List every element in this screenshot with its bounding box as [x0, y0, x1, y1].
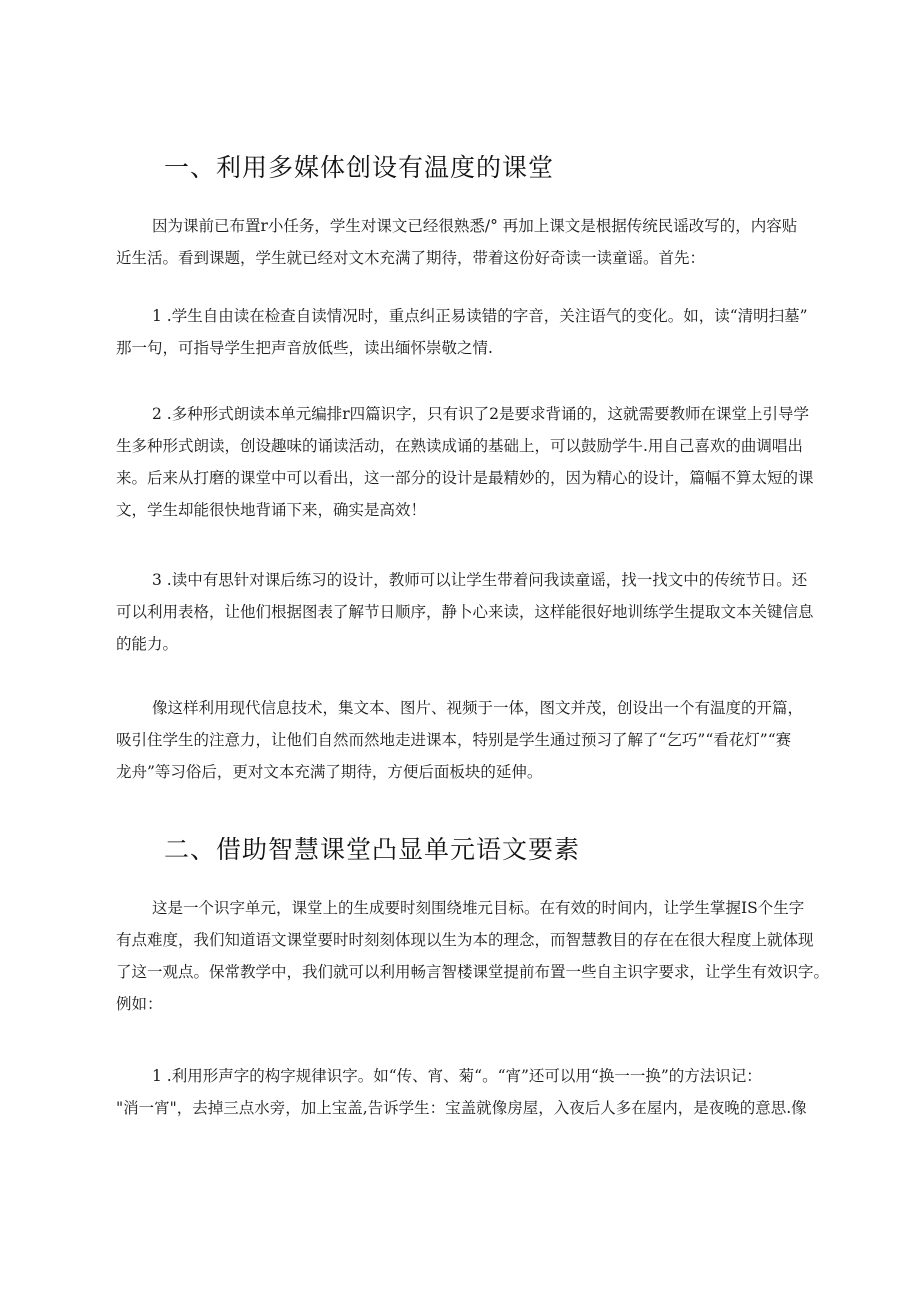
paragraph-line: 例如： — [116, 995, 163, 1013]
paragraph-line: 2 .多种形式朗读本单元编排r四篇识字，只有识了2是要求背诵的，这就需要教师在课堂上引导学 — [152, 405, 809, 423]
paragraph-line: 了这一观点。保常教学中，我们就可以利用畅言智楼课堂提前布置一些自主识字要求，让学生有效识字。 — [116, 963, 830, 981]
section-1-intro-paragraph — [116, 210, 812, 274]
section-2-intro-paragraph — [116, 892, 830, 1020]
paragraph-line: 吸引住学生的注意力，让他们自然而然地走进课本，特别是学生通过预习了解了“乞巧”“看花灯”“赛 — [116, 731, 792, 749]
paragraph-line: 近生活。看到课题，学生就已经对文木充满了期待，带着这份好奇读一读童谣。首先： — [116, 249, 706, 267]
paragraph-line: 3 .读中有思针对课后练习的设计，教师可以让学生带着问我读童谣，找一找文中的传统节日。还 — [152, 571, 808, 589]
paragraph-line: 这是一个识字单元，课堂上的生成要时刻围绕堆元目标。在有效的时间内，让学生掌握IS个生字 — [152, 899, 805, 917]
section-1-item-2-paragraph — [116, 398, 812, 526]
paragraph-line: 因为课前已布置r小任务，学生对课文已经很熟悉/° 再加上课文是根据传统民谣改写的，内容贴 — [152, 217, 798, 235]
paragraph-line: 文，学生却能很快地背诵下来，确实是高效！ — [116, 501, 427, 519]
paragraph-line: 龙舟”等习俗后，更对文本充满了期待，方便后面板块的延伸。 — [116, 763, 543, 781]
paragraph-line: 那一句，可指导学生把声音放低些，读出缅怀崇敬之情. — [116, 339, 493, 357]
section-1-item-1-paragraph — [116, 300, 812, 364]
paragraph-line: 有点难度，我们知道语文课堂要时时刻刻体现以生为本的理念，而智慧教目的存在在很大程度上就体现 — [116, 931, 814, 949]
section-1-heading: 一、利用多媒体创设有温度的课堂 — [164, 153, 555, 182]
section-2-item-1-paragraph — [116, 1060, 812, 1124]
paragraph-line: 可以利用表格，让他们根据图表了解节日顺序，静卜心来读，这样能很好地训练学生提取文本关键信息 — [116, 603, 814, 621]
paragraph-line: 来。后来从打磨的课堂中可以看出，这一部分的设计是最精妙的，因为精心的设计，篇幅不算太短的课 — [116, 469, 814, 487]
paragraph-line: 生多种形式朗读，创设趣味的诵读活动，在熟读成诵的基础上，可以鼓励学牛.用自己喜欢的曲调唱出 — [116, 437, 803, 455]
paragraph-line: 的能力。 — [116, 635, 179, 653]
paragraph-line: "消一宵"，去掉三点水旁，加上宝盖,告诉学生：宝盖就像房屋，入夜后人多在屋内，是夜晚的意思.像 — [116, 1099, 807, 1117]
section-1-item-3-paragraph — [116, 564, 812, 660]
section-1-summary-paragraph — [116, 692, 812, 788]
section-2-heading: 二、借助智慧课堂凸显单元语文要素 — [164, 835, 581, 864]
paragraph-line: 1 .利用形声字的构字规律识字。如“传、宵、菊“。“宵”还可以用“换一一换”的方法识记： — [152, 1067, 762, 1085]
paragraph-line: 像这样利用现代信息技术，集文本、图片、视频于一体，图文并茂，创设出一个有温度的开篇， — [152, 699, 804, 717]
paragraph-line: 1 .学生自由读在检查自读情况时，重点纠正易读错的字音，关注语气的变化。如，读“清明扫墓” — [152, 307, 808, 325]
